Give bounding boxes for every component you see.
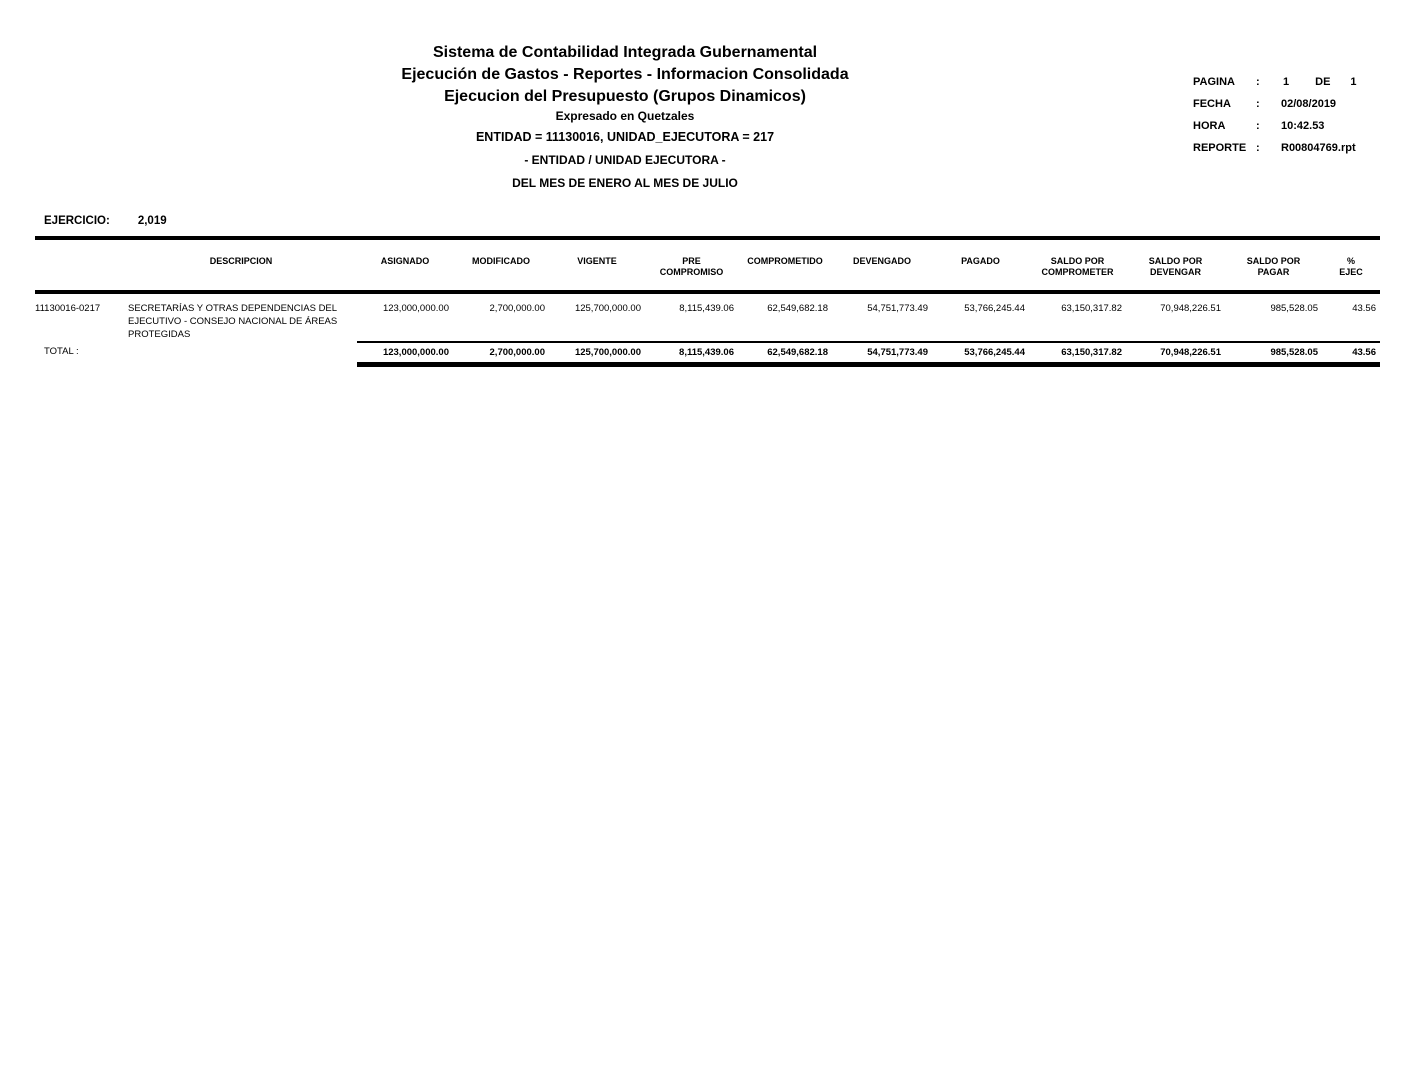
row-pre-compromiso: 8,115,439.06 bbox=[679, 303, 734, 314]
header-code bbox=[35, 246, 125, 292]
ejercicio-value: 2,019 bbox=[137, 215, 167, 227]
row-descripcion bbox=[125, 292, 357, 342]
report-title-block bbox=[0, 44, 1250, 190]
total-comprometido: 62,549,682.18 bbox=[738, 342, 832, 365]
total-modificado: 2,700,000.00 bbox=[453, 342, 549, 365]
total-devengado: 54,751,773.49 bbox=[832, 342, 932, 365]
reporte-colon: : bbox=[1256, 142, 1260, 154]
total-saldo-por-comprometer: 63,150,317.82 bbox=[1029, 342, 1126, 365]
header-modificado: MODIFICADO bbox=[453, 246, 549, 292]
pagina-total: 1 bbox=[1350, 76, 1357, 88]
report-subtitle-entity-filter: ENTIDAD = 11130016, UNIDAD_EJECUTORA = 217 bbox=[475, 130, 775, 144]
header-saldo-pagar-line1: SALDO POR bbox=[1246, 256, 1301, 266]
report-subtitle-period: DEL MES DE ENERO AL MES DE JULIO bbox=[512, 176, 738, 190]
row-vigente: 125,700,000.00 bbox=[574, 303, 641, 314]
pagina-colon: : bbox=[1256, 76, 1260, 88]
header-asignado: ASIGNADO bbox=[357, 246, 453, 292]
meta-row-fecha bbox=[1193, 98, 1403, 111]
row-asignado: 123,000,000.00 bbox=[382, 303, 449, 314]
header-pct-ejec-line1: % bbox=[1346, 256, 1355, 266]
header-vigente: VIGENTE bbox=[549, 246, 645, 292]
pagina-value-group bbox=[1276, 76, 1357, 89]
ejercicio-row bbox=[44, 215, 167, 227]
pagina-current: 1 bbox=[1283, 76, 1290, 88]
meta-row-pagina bbox=[1193, 76, 1403, 89]
fecha-label: FECHA bbox=[1193, 98, 1231, 110]
table-total-row bbox=[35, 342, 1380, 365]
budget-execution-table bbox=[35, 246, 1380, 367]
header-pagado: PAGADO bbox=[932, 246, 1029, 292]
header-pre-compromiso bbox=[645, 246, 738, 292]
row-saldo-por-pagar: 985,528.05 bbox=[1270, 303, 1318, 314]
total-vigente: 125,700,000.00 bbox=[549, 342, 645, 365]
header-saldo-devengar-line1: SALDO POR bbox=[1148, 256, 1203, 266]
row-descripcion-text: SECRETARÍAS Y OTRAS DEPENDENCIAS DEL EJECUTIVO - CONSEJO NACIONAL DE ÁREAS PROTEGIDAS bbox=[128, 303, 338, 340]
header-devengado: DEVENGADO bbox=[832, 246, 932, 292]
report-meta-block bbox=[1193, 76, 1403, 164]
hora-label: HORA bbox=[1193, 120, 1226, 132]
total-asignado: 123,000,000.00 bbox=[357, 342, 453, 365]
header-pct-ejec bbox=[1322, 246, 1380, 292]
row-comprometido: 62,549,682.18 bbox=[767, 303, 828, 314]
report-title-line-3: Ejecucion del Presupuesto (Grupos Dinamicos) bbox=[444, 88, 806, 105]
meta-row-reporte bbox=[1193, 142, 1403, 155]
fecha-colon: : bbox=[1256, 98, 1260, 110]
header-pct-ejec-line2: EJEC bbox=[1339, 267, 1363, 277]
report-subtitle-grouping: - ENTIDAD / UNIDAD EJECUTORA - bbox=[524, 153, 726, 167]
reporte-label: REPORTE bbox=[1193, 142, 1247, 154]
row-devengado: 54,751,773.49 bbox=[867, 303, 928, 314]
horizontal-rule-top bbox=[35, 236, 1380, 240]
header-saldo-por-pagar bbox=[1225, 246, 1322, 292]
meta-row-hora bbox=[1193, 120, 1403, 133]
row-modificado: 2,700,000.00 bbox=[489, 303, 545, 314]
table-header-row bbox=[35, 246, 1380, 292]
row-saldo-por-devengar: 70,948,226.51 bbox=[1160, 303, 1221, 314]
header-descripcion: DESCRIPCION bbox=[125, 246, 357, 292]
header-pre-compromiso-line2: COMPROMISO bbox=[659, 267, 724, 277]
header-saldo-devengar-line2: DEVENGAR bbox=[1149, 267, 1201, 277]
header-saldo-comprometer-line2: COMPROMETER bbox=[1041, 267, 1114, 277]
report-title-line-1: Sistema de Contabilidad Integrada Gubernamental bbox=[432, 44, 818, 61]
report-title-line-2: Ejecución de Gastos - Reportes - Informacion Consolidada bbox=[401, 66, 849, 83]
total-saldo-por-pagar: 985,528.05 bbox=[1225, 342, 1322, 365]
total-pre-compromiso: 8,115,439.06 bbox=[645, 342, 738, 365]
total-label: TOTAL : bbox=[44, 346, 79, 357]
fecha-value: 02/08/2019 bbox=[1281, 98, 1337, 110]
row-pct-ejec: 43.56 bbox=[1352, 303, 1376, 314]
header-saldo-comprometer-line1: SALDO POR bbox=[1050, 256, 1105, 266]
header-comprometido: COMPROMETIDO bbox=[738, 246, 832, 292]
total-pagado: 53,766,245.44 bbox=[932, 342, 1029, 365]
row-saldo-por-comprometer: 63,150,317.82 bbox=[1061, 303, 1122, 314]
total-saldo-por-devengar: 70,948,226.51 bbox=[1126, 342, 1225, 365]
pagina-de-label: DE bbox=[1315, 76, 1331, 88]
hora-value: 10:42.53 bbox=[1281, 120, 1325, 132]
row-entity-code: 11130016-0217 bbox=[35, 303, 101, 314]
header-saldo-por-devengar bbox=[1126, 246, 1225, 292]
table-row bbox=[35, 292, 1380, 342]
ejercicio-label: EJERCICIO: bbox=[44, 215, 110, 227]
row-pagado: 53,766,245.44 bbox=[964, 303, 1025, 314]
header-saldo-por-comprometer bbox=[1029, 246, 1126, 292]
hora-colon: : bbox=[1256, 120, 1260, 132]
total-desc-spacer bbox=[125, 342, 357, 365]
report-subtitle-currency: Expresado en Quetzales bbox=[555, 109, 695, 123]
total-pct-ejec: 43.56 bbox=[1322, 342, 1380, 365]
header-saldo-pagar-line2: PAGAR bbox=[1257, 267, 1290, 277]
header-pre-compromiso-line1: PRE bbox=[682, 256, 701, 266]
reporte-filename: R00804769.rpt bbox=[1281, 142, 1356, 154]
pagina-label: PAGINA bbox=[1193, 76, 1235, 88]
